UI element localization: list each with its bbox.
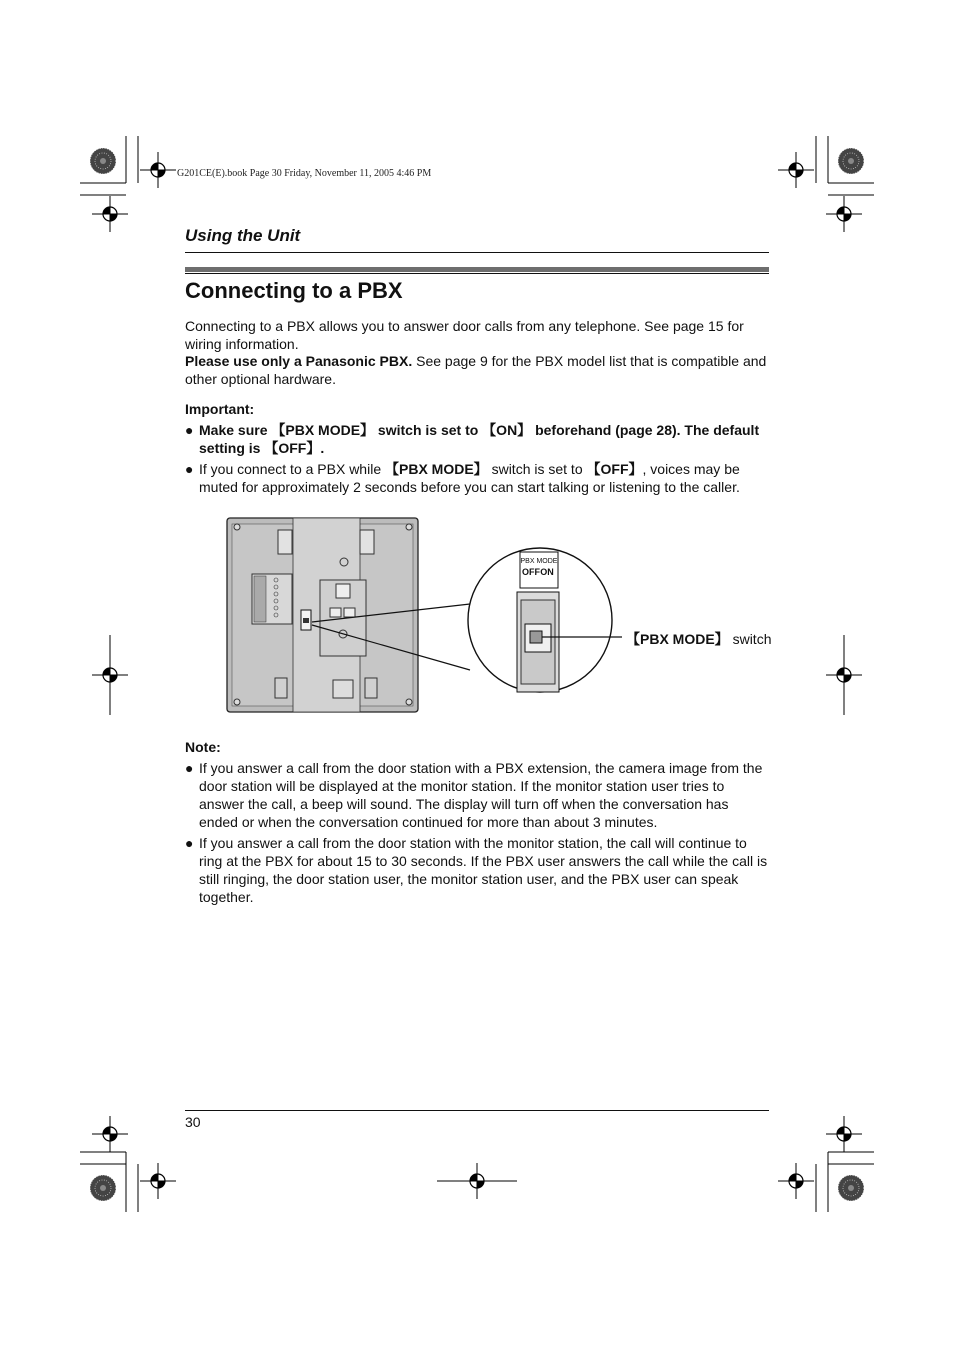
important-item-text: , voices may be muted for approximately 2 seconds before you can start talking or listening to the caller.: [199, 461, 740, 495]
list-item: [185, 460, 769, 496]
list-item: [185, 834, 769, 906]
bullet-icon: ●: [185, 461, 194, 477]
key-label: 【PBX MODE】: [385, 461, 488, 477]
footer-rule: [185, 1110, 769, 1111]
switch-off-label: OFF: [522, 567, 540, 577]
list-item: [185, 759, 769, 831]
intro-bold-text: Please use only a Panasonic PBX.: [185, 353, 413, 369]
intro-paragraph-2: [185, 352, 769, 388]
intro-paragraph: [185, 317, 769, 353]
key-label: 【OFF】: [586, 461, 643, 477]
page-number: 30: [185, 1114, 201, 1130]
note-list: [185, 759, 769, 909]
callout-text: switch: [728, 631, 772, 647]
bullet-icon: ●: [185, 760, 194, 776]
heading-rule-thin: [185, 273, 769, 274]
switch-panel-label: PBX MODE: [520, 558, 558, 565]
intro-rest-text: See page 9 for the PBX model list that is compatible and other optional hardware.: [185, 353, 767, 387]
intro-text: Connecting to a PBX allows you to answer door calls from any telephone. See page 15 for wiring information.: [185, 318, 744, 352]
important-item-text: switch is set to: [487, 461, 587, 477]
monitor-back-illustration: [220, 512, 640, 718]
key-label: 【PBX MODE】: [626, 631, 729, 647]
note-label: Note:: [185, 739, 221, 755]
bullet-icon: ●: [185, 422, 194, 438]
page-heading: Connecting to a PBX: [185, 278, 403, 303]
pbx-mode-switch-callout: [626, 629, 771, 649]
important-list: [185, 421, 769, 499]
list-item: [185, 421, 769, 457]
switch-on-label: ON: [540, 567, 554, 577]
print-slug-line: G201CE(E).book Page 30 Friday, November 11, 2005 4:46 PM: [177, 168, 432, 179]
important-item-text: Make sure 【PBX MODE】 switch is set to 【ON】 beforehand (page 28). The default setting is 【OFF】.: [199, 422, 760, 456]
section-rule: [185, 252, 769, 253]
bullet-icon: ●: [185, 835, 194, 851]
important-label: Important:: [185, 401, 255, 417]
important-item-text: If you connect to a PBX while: [199, 461, 385, 477]
heading-rule-thick: [185, 267, 769, 272]
note-item-text: If you answer a call from the door station with the monitor station, the call will continue to ring at the PBX for about 15 to 30 seconds. If the PBX user answers the call while the call is still ringing, the door station user, the monitor station user, and the PBX user can speak together.: [199, 835, 768, 905]
note-item-text: If you answer a call from the door station with a PBX extension, the camera image from the door station will be displayed at the monitor station. If the monitor station user tries to answer the call, a beep will sound. The display will turn off when the conversation has ended or when the conversation continued for more than about 3 minutes.: [199, 760, 763, 830]
section-title: Using the Unit: [185, 226, 301, 245]
